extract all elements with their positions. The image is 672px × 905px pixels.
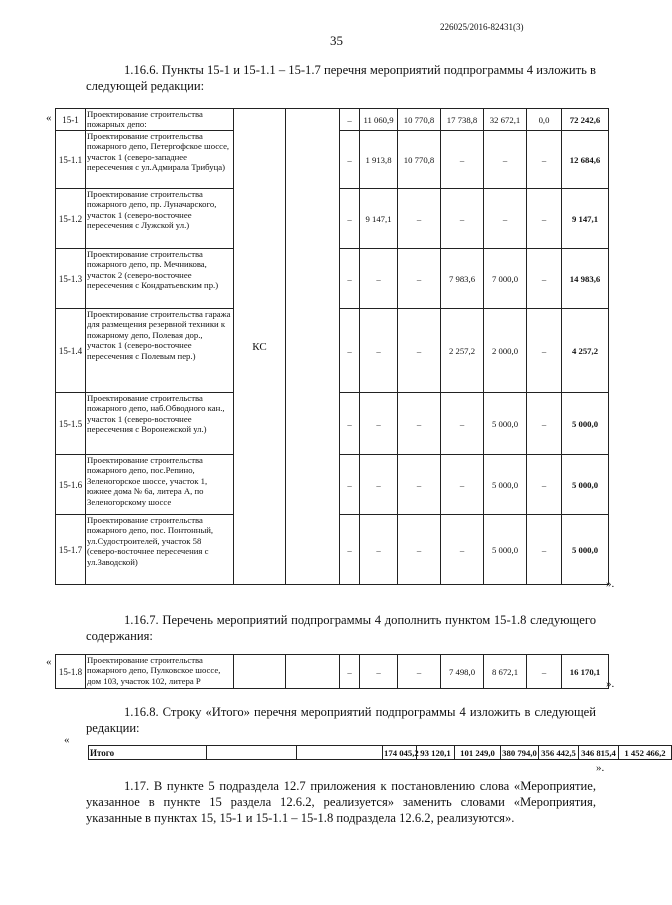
value-cell: 10 770,8	[398, 131, 441, 189]
empty-cell	[297, 746, 383, 760]
total-cell: 14 983,6	[562, 249, 609, 309]
row-title: Проектирование строительства пожарного депо, пос. Понтонный, ул.Судостроителей, участок 58 (северо-восточнее пересечения с ул.Заводской)	[86, 515, 234, 585]
value-cell: –	[398, 189, 441, 249]
row-title: Проектирование строительства пожарного депо, наб.Обводного кан., участок 1 (северо-восточнее пересечения с Воронежской ул.)	[86, 393, 234, 455]
value-cell: 1 913,8	[360, 131, 398, 189]
value-cell: –	[340, 515, 360, 585]
value-cell: –	[340, 131, 360, 189]
value-cell: –	[398, 515, 441, 585]
total-cell: 5 000,0	[562, 515, 609, 585]
value-cell: –	[360, 309, 398, 393]
row-number: 15-1.7	[56, 515, 86, 585]
row-title: Проектирование строительства пожарного депо, Петергофское шоссе, участок 1 (северо-западнее пересечения с ул.Адмирала Трибуца)	[86, 131, 234, 189]
value-cell: 174 045,2	[384, 747, 419, 758]
value-cell: –	[441, 131, 484, 189]
value-cell: –	[340, 655, 360, 689]
value-cell: 2 257,2	[441, 309, 484, 393]
value-cell: –	[360, 515, 398, 585]
value-cell: 356 442,5	[539, 746, 579, 760]
value-cell: –	[340, 249, 360, 309]
value-cell: 17 738,8	[441, 109, 484, 131]
value-cell: –	[360, 393, 398, 455]
value-cell: –	[360, 455, 398, 515]
row-number: 15-1.1	[56, 131, 86, 189]
measures-table-15-1	[55, 108, 609, 585]
value-cell: –	[527, 655, 562, 689]
paragraph-1-16-8: 1.16.8. Строку «Итого» перечня мероприятий подпрограммы 4 изложить в следующей редакции:	[86, 705, 596, 735]
value-cell: 346 815,4	[579, 746, 619, 760]
total-cell: 72 242,6	[562, 109, 609, 131]
table-row	[56, 655, 609, 689]
value-cell: –	[527, 455, 562, 515]
close-quote-3: ».	[596, 762, 605, 774]
row-number: 15-1.5	[56, 393, 86, 455]
row-number: 15-1.2	[56, 189, 86, 249]
paragraph-1-17: 1.17. В пункте 5 подраздела 12.7 приложения к постановлению слова «Мероприятие, указанное в пункте 15 раздела 12.6.2, реализуется» заменить словами «Мероприятия, указанные в пунктах 15, 15-1 и 15-1.1 – 15-1.8 подраздела 12.6.2, реализуются».	[86, 779, 596, 825]
row-number: 15-1.8	[56, 655, 86, 689]
value-cell: 93 120,1	[417, 746, 455, 760]
value-cell: –	[398, 309, 441, 393]
value-cell: –	[340, 109, 360, 131]
value-cell: –	[340, 309, 360, 393]
value-cell: 7 983,6	[441, 249, 484, 309]
open-quote-1: «	[46, 112, 52, 124]
row-number: 15-1.4	[56, 309, 86, 393]
open-quote-2: «	[46, 656, 52, 668]
empty-cell	[234, 655, 286, 689]
value-cell: –	[527, 131, 562, 189]
value-cell: 7 498,0	[441, 655, 484, 689]
value-cell: –	[398, 655, 441, 689]
total-cell: 1 452 466,2	[619, 746, 672, 760]
total-cell: 5 000,0	[562, 393, 609, 455]
value-cell: 2 000,0	[484, 309, 527, 393]
value-cell: –	[398, 393, 441, 455]
close-quote-1: ».	[606, 578, 615, 590]
value-cell: –	[527, 309, 562, 393]
value-cell: –	[527, 393, 562, 455]
value-cell: –	[527, 249, 562, 309]
value-cell: 9 147,1	[360, 189, 398, 249]
value-cell: –	[360, 655, 398, 689]
row-number: 15-1.3	[56, 249, 86, 309]
executor-cell: КС	[234, 109, 286, 585]
value-cell: 101 249,0	[455, 746, 501, 760]
value-cell: –	[360, 249, 398, 309]
total-cell: 4 257,2	[562, 309, 609, 393]
table-row	[56, 109, 609, 131]
empty-cell	[286, 655, 340, 689]
value-cell: 32 672,1	[484, 109, 527, 131]
value-cell: 380 794,0	[502, 747, 537, 758]
value-cell: 0,0	[527, 109, 562, 131]
page-number: 35	[330, 33, 343, 48]
value-cell: –	[484, 189, 527, 249]
value-cell: 10 770,8	[398, 109, 441, 131]
total-cell: 9 147,1	[562, 189, 609, 249]
value-cell: –	[484, 131, 527, 189]
empty-cell	[207, 746, 297, 760]
row-title: Проектирование строительства пожарного депо, пр. Луначарского, участок 1 (северо-восточнее пересечения с Лужской ул.)	[86, 189, 234, 249]
value-cell: 5 000,0	[484, 455, 527, 515]
total-cell: 16 170,1	[562, 655, 609, 689]
row-title: Проектирование строительства пожарного депо, Пулковское шоссе, дом 103, участок 102, литера Р	[86, 655, 234, 689]
value-cell: –	[340, 393, 360, 455]
value-cell: –	[340, 455, 360, 515]
value-cell: –	[340, 189, 360, 249]
total-label: Итого	[89, 746, 207, 760]
total-cell: 5 000,0	[562, 455, 609, 515]
value-cell: –	[441, 515, 484, 585]
table-row	[89, 746, 672, 760]
row-title: Проектирование строительства пожарных депо:	[86, 109, 234, 131]
value-cell: –	[441, 455, 484, 515]
open-quote-3: «	[64, 734, 70, 746]
value-cell: –	[441, 393, 484, 455]
row-number: 15-1.6	[56, 455, 86, 515]
value-cell: 8 672,1	[484, 655, 527, 689]
row-title: Проектирование строительства пожарного депо, пр. Мечникова, участок 2 (северо-восточнее пересечения с Кондратьевским пр.)	[86, 249, 234, 309]
total-row-table	[88, 745, 672, 760]
row-number: 15-1	[56, 109, 86, 131]
document-id: 226025/2016-82431(3)	[440, 22, 524, 32]
value-cell: –	[398, 455, 441, 515]
paragraph-1-16-6: 1.16.6. Пункты 15-1 и 15-1.1 – 15-1.7 перечня мероприятий подпрограммы 4 изложить в следующей редакции:	[86, 63, 596, 93]
value-cell: –	[398, 249, 441, 309]
value-cell: –	[527, 515, 562, 585]
value-cell: 5 000,0	[484, 515, 527, 585]
value-cell: 5 000,0	[484, 393, 527, 455]
value-cell: 11 060,9	[360, 109, 398, 131]
close-quote-2: ».	[606, 678, 615, 690]
empty-cell	[286, 109, 340, 585]
row-title: Проектирование строительства пожарного депо, пос.Репино, Зеленогорское шоссе, участок 1, южнее дома № 6а, литера А, по Зеленогорскому шоссе	[86, 455, 234, 515]
row-title: Проектирование строительства гаража для размещения резервной техники к пожарному депо, Полевая дор., участок 1 (северо-восточнее пересечения с Полевым пер.)	[86, 309, 234, 393]
value-cell: –	[441, 189, 484, 249]
measures-table-15-1-8	[55, 654, 609, 689]
value-cell: –	[527, 189, 562, 249]
paragraph-1-16-7: 1.16.7. Перечень мероприятий подпрограммы 4 дополнить пунктом 15-1.8 следующего содержания:	[86, 613, 596, 643]
total-cell: 12 684,6	[562, 131, 609, 189]
value-cell: 7 000,0	[484, 249, 527, 309]
